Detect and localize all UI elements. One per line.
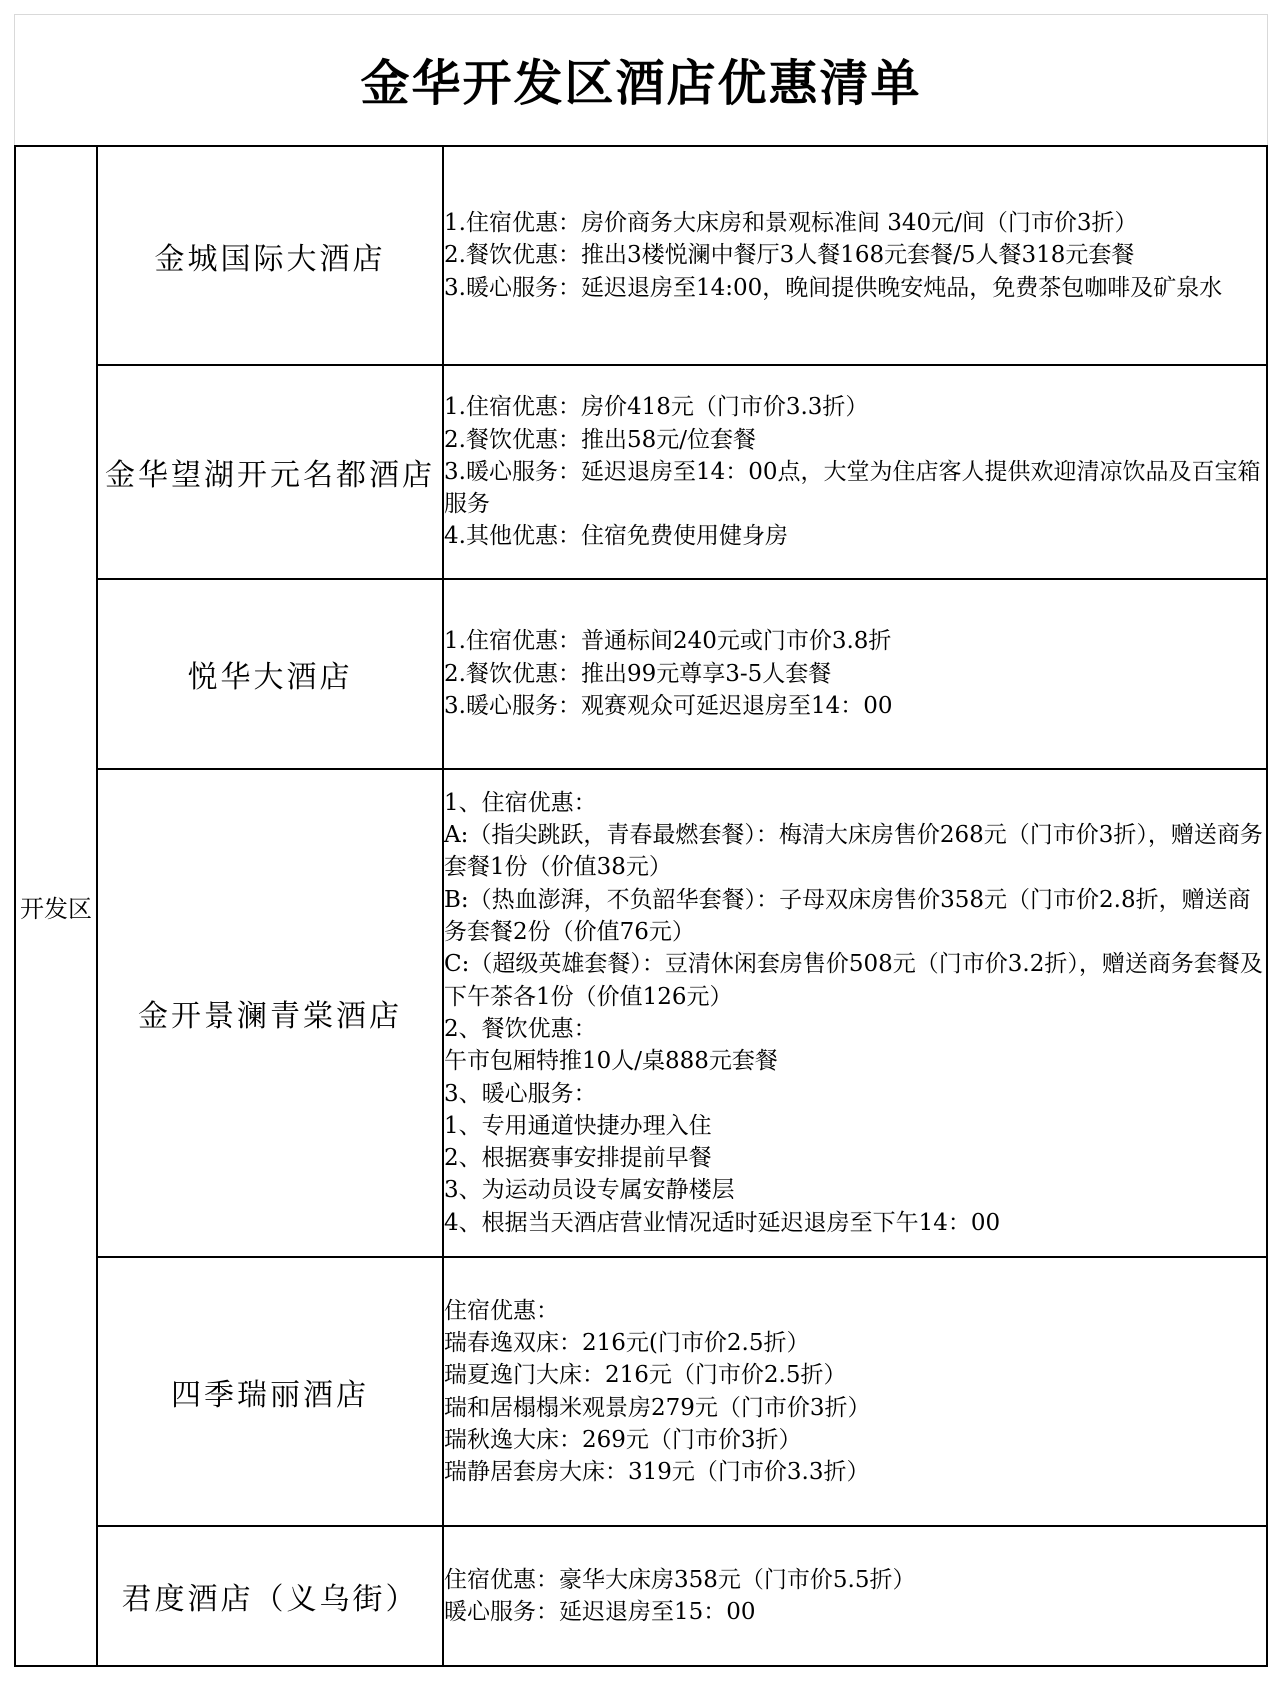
offer-line: 瑞和居榻榻米观景房279元（门市价3折） (444, 1394, 871, 1421)
offer-line: 2.餐饮优惠：推出58元/位套餐 (444, 426, 756, 453)
hotel-name: 悦华大酒店 (97, 579, 443, 769)
offer-line: 住宿优惠： (444, 1297, 559, 1324)
offer-line: 3、为运动员设专属安静楼层 (444, 1177, 735, 1204)
offer-line: C:（超级英雄套餐）：豆清休闲套房售价508元（门市价3.2折），赠送商务套餐及下午茶各1份（价值126元） (444, 951, 1263, 1010)
offer-line: 午市包厢特推10人/桌888元套餐 (444, 1048, 778, 1075)
offer-line: 1、专用通道快捷办理入住 (444, 1112, 712, 1139)
offer-line: 瑞夏逸门大床：216元（门市价2.5折） (444, 1362, 847, 1389)
offer-line: 1.住宿优惠：房价418元（门市价3.3折） (444, 394, 869, 421)
offer-line: A:（指尖跳跃，青春最燃套餐）：梅清大床房售价268元（门市价3折），赠送商务套餐1份（价值38元） (444, 822, 1263, 881)
hotel-discount-sheet (14, 14, 1268, 1667)
offer-line: 4.其他优惠：住宿免费使用健身房 (444, 523, 788, 550)
table-row (15, 769, 1267, 1257)
offer-line: 3、暖心服务： (444, 1080, 597, 1107)
offer-line: 3.暖心服务：观赛观众可延迟退房至14：00 (444, 693, 893, 720)
hotel-name: 君度酒店（义乌街） (97, 1526, 443, 1666)
title-cell (14, 14, 1268, 145)
table-row (15, 1526, 1267, 1666)
offer-line: 2.餐饮优惠：推出99元尊享3-5人套餐 (444, 660, 832, 687)
page-title: 金华开发区酒店优惠清单 (360, 54, 922, 112)
offer-details (443, 365, 1267, 579)
offer-details (443, 1257, 1267, 1526)
offer-line: 3.暖心服务：延迟退房至14：00点，大堂为住店客人提供欢迎清凉饮品及百宝箱服务 (444, 458, 1261, 518)
offer-line: 1.住宿优惠：普通标间240元或门市价3.8折 (444, 628, 892, 655)
offer-line: 3.暖心服务：延迟退房至14:00，晚间提供晚安炖品，免费茶包咖啡及矿泉水 (444, 274, 1223, 301)
offer-line: 2、根据赛事安排提前早餐 (444, 1145, 712, 1172)
offer-line: 2、餐饮优惠： (444, 1015, 597, 1042)
offer-line: 4、根据当天酒店营业情况适时延迟退房至下午14：00 (444, 1209, 1001, 1236)
offer-line: 住宿优惠：豪华大床房358元（门市价5.5折） (444, 1566, 916, 1593)
table-row (15, 1257, 1267, 1526)
offer-line: 瑞秋逸大床：269元（门市价3折） (444, 1426, 802, 1453)
district-cell: 开发区 (15, 146, 97, 1666)
offer-details (443, 769, 1267, 1257)
offer-line: 1.住宿优惠：房价商务大床房和景观标准间 340元/间（门市价3折） (444, 210, 1138, 237)
offer-details (443, 1526, 1267, 1666)
offer-line: 瑞春逸双床：216元(门市价2.5折） (444, 1330, 810, 1356)
hotel-name: 四季瑞丽酒店 (97, 1257, 443, 1526)
table-row (15, 579, 1267, 769)
offer-line: B:（热血澎湃，不负韶华套餐）：子母双床房售价358元（门市价2.8折，赠送商务套餐2份（价值76元） (444, 886, 1251, 946)
offer-line: 瑞静居套房大床：319元（门市价3.3折） (444, 1459, 870, 1486)
hotel-name: 金城国际大酒店 (97, 146, 443, 365)
offer-line: 暖心服务：延迟退房至15：00 (444, 1599, 756, 1626)
hotel-name: 金开景澜青棠酒店 (97, 769, 443, 1257)
offer-details (443, 146, 1267, 365)
table-row (15, 365, 1267, 579)
hotel-name: 金华望湖开元名都酒店 (97, 365, 443, 579)
table-row (15, 146, 1267, 365)
offer-line: 1、住宿优惠： (444, 789, 597, 816)
offer-details (443, 579, 1267, 769)
hotel-table (14, 145, 1268, 1667)
offer-line: 2.餐饮优惠：推出3楼悦澜中餐厅3人餐168元套餐/5人餐318元套餐 (444, 242, 1135, 269)
